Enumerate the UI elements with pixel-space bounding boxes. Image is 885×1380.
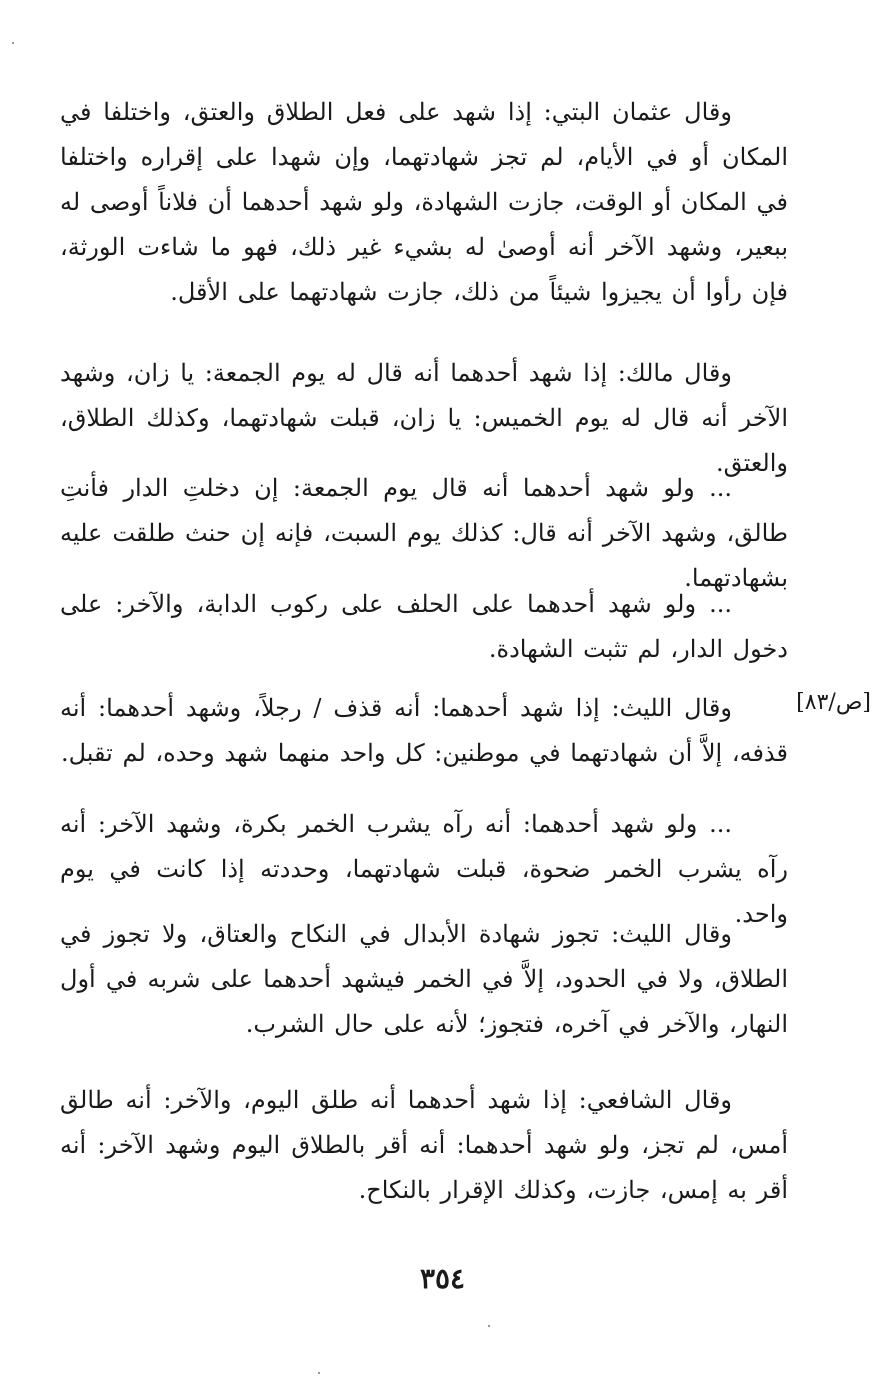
page-number: ٣٥٤ xyxy=(419,1262,466,1295)
paragraph-shafii: وقال الشافعي: إذا شهد أحدهما أنه طلق اليوم، والآخر: أنه طالق أمس، لم تجز، ولو شهد أحدهما: أنه أقر بالطلاق اليوم وشهد الآخر: أنه أقر به إمس، جازت، وكذلك الإقرار بالنكاح. xyxy=(60,1086,788,1204)
paragraph-laith-abdal: وقال الليث: تجوز شهادة الأبدال في النكاح والعتاق، ولا تجوز في الطلاق، ولا في الحدود، إلاَّ في الخمر فيشهد أحدهما على شربه في أول النهار، والآخر في آخره، فتجوز؛ لأنه على حال الشرب. xyxy=(60,920,788,1038)
paragraph-riding-animal: ... ولو شهد أحدهما على الحلف على ركوب الدابة، والآخر: على دخول الدار، لم تثبت الشهادة. xyxy=(60,590,788,663)
paragraph-laith-qadhf: وقال الليث: إذا شهد أحدهما: أنه قذف / رجلاً، وشهد أحدهما: أنه قذفه، إلاَّ أن شهادتهما في موطنين: كل واحد منهما شهد وحده، لم تقبل. xyxy=(60,694,788,767)
paragraph-malik: وقال مالك: إذا شهد أحدهما أنه قال له يوم الجمعة: يا زان، وشهد الآخر أنه قال له يوم الخميس: يا زان، قبلت شهادتهما، وكذلك الطلاق، والعتق. xyxy=(60,359,788,477)
paragraph-wine-morning: ... ولو شهد أحدهما: أنه رآه يشرب الخمر بكرة، وشهد الآخر: أنه رآه يشرب الخمر ضحوة، قبلت شهادتهما، وحددته إذا كانت في يوم واحد. xyxy=(60,810,788,928)
scan-speck xyxy=(488,1325,490,1327)
scan-speck xyxy=(318,1372,320,1374)
paragraph-friday-saturday: ... ولو شهد أحدهما أنه قال يوم الجمعة: إن دخلتِ الدار فأنتِ طالق، وشهد الآخر أنه قال: كذلك يوم السبت، فإنه إن حنث طلقت عليه بشهادتهما. xyxy=(60,474,788,592)
margin-page-reference: [ص/٨٣] xyxy=(796,690,871,715)
paragraph-uthman-albatti: وقال عثمان البتي: إذا شهد على فعل الطلاق والعتق، واختلفا في المكان أو في الأيام، لم تجز شهادتهما، وإن شهدا على إقراره واختلفا في المكان أو الوقت، جازت الشهادة، ولو شهد أحدهما أن فلاناً أوصى له ببعير، وشهد الآخر أنه أوصىٰ له بشيء غير ذلك، فهو ما شاءت الورثة، فإن رأوا أن يجيزوا شيئاً من ذلك، جازت شهادتهما على الأقل. xyxy=(60,98,788,306)
scan-speck xyxy=(12,42,14,44)
